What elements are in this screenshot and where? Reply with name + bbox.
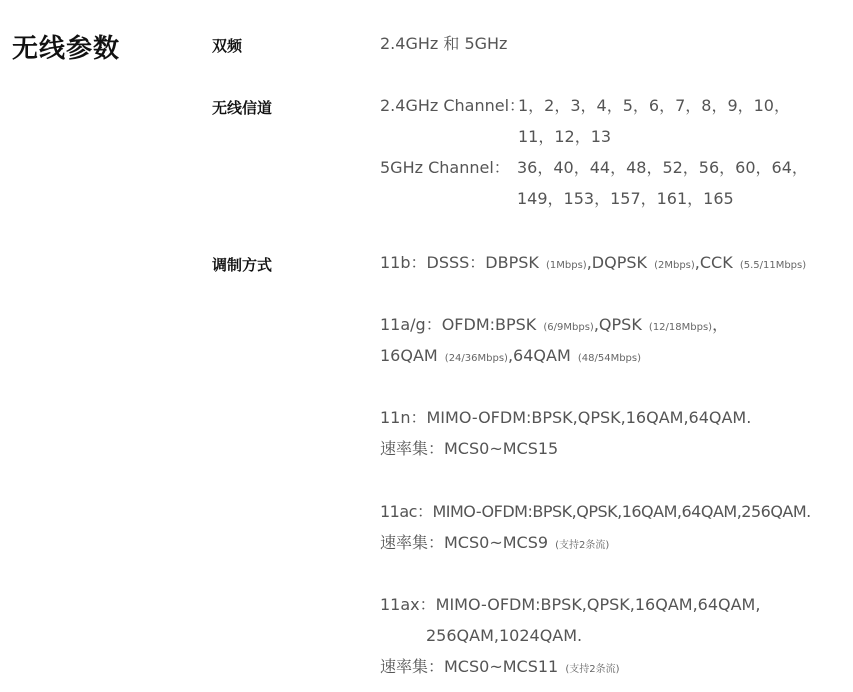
modulation-11ax-line1: 11ax：MIMO-OFDM:BPSK,QPSK,16QAM,64QAM, xyxy=(380,595,761,614)
channel-5ghz-line2: 149，153，157，161，165 xyxy=(517,189,734,208)
modulation-11b-line xyxy=(380,253,806,276)
channel-5ghz-line1: 36，40，44，48，52，56，60，64， xyxy=(517,158,808,177)
mod-11ac-note: (支持2条流) xyxy=(555,540,610,551)
mod-11ag-part5: ,64QAM xyxy=(507,346,571,365)
mod-11ag-part2: ,QPSK xyxy=(593,315,642,334)
mod-11b-note3: (5.5/11Mbps) xyxy=(739,260,807,271)
channel-5ghz-prefix: 5GHz Channel： xyxy=(380,158,510,177)
mod-11ag-note1: (6/9Mbps) xyxy=(543,322,594,333)
mod-11b-note2: (2Mbps) xyxy=(654,260,695,271)
modulation-11ax-line3 xyxy=(380,657,619,680)
dual-band-value: 2.4GHz 和 5GHz xyxy=(380,34,508,53)
mod-11ax-rate: 速率集：MCS0~MCS11 xyxy=(380,657,559,676)
mod-11ag-part4: 16QAM xyxy=(380,346,438,365)
dual-band-label: 双频 xyxy=(212,37,243,55)
channel-24ghz-line2: 11，12，13 xyxy=(518,127,612,146)
mod-11ax-note: (支持2条流) xyxy=(565,664,620,675)
mod-11ag-part3: ， xyxy=(712,315,729,334)
modulation-11ag-line1 xyxy=(380,315,728,338)
mod-11b-note1: (1Mbps) xyxy=(546,260,587,271)
modulation-11ax-line2: 256QAM,1024QAM. xyxy=(426,626,583,645)
mod-11ac-rate: 速率集：MCS0~MCS9 xyxy=(380,533,549,552)
channel-24ghz-prefix: 2.4GHz Channel： xyxy=(380,96,526,115)
modulation-11ag-line2 xyxy=(380,346,641,369)
mod-11b-part2: ,DQPSK xyxy=(586,253,647,272)
modulation-11n-line2: 速率集：MCS0~MCS15 xyxy=(380,439,559,458)
mod-11ag-part1: 11a/g：OFDM:BPSK xyxy=(380,315,537,334)
modulation-11ac-line2 xyxy=(380,533,609,556)
mod-11b-part3: ,CCK xyxy=(694,253,733,272)
modulation-11n-line1: 11n：MIMO-OFDM:BPSK,QPSK,16QAM,64QAM. xyxy=(380,408,752,427)
mod-11ag-note2: (12/18Mbps) xyxy=(648,322,713,333)
channels-label: 无线信道 xyxy=(212,99,273,117)
mod-11ag-note5: (48/54Mbps) xyxy=(577,353,641,364)
modulation-label: 调制方式 xyxy=(212,256,273,274)
section-title: 无线参数 xyxy=(12,34,121,64)
modulation-11ac-line1: 11ac：MIMO-OFDM:BPSK,QPSK,16QAM,64QAM,256QAM. xyxy=(380,502,811,521)
channel-24ghz-line1: 1，2，3，4，5，6，7，8，9，10， xyxy=(518,96,790,115)
mod-11ag-note4: (24/36Mbps) xyxy=(444,353,508,364)
mod-11b-part1: 11b：DSSS：DBPSK xyxy=(380,253,539,272)
